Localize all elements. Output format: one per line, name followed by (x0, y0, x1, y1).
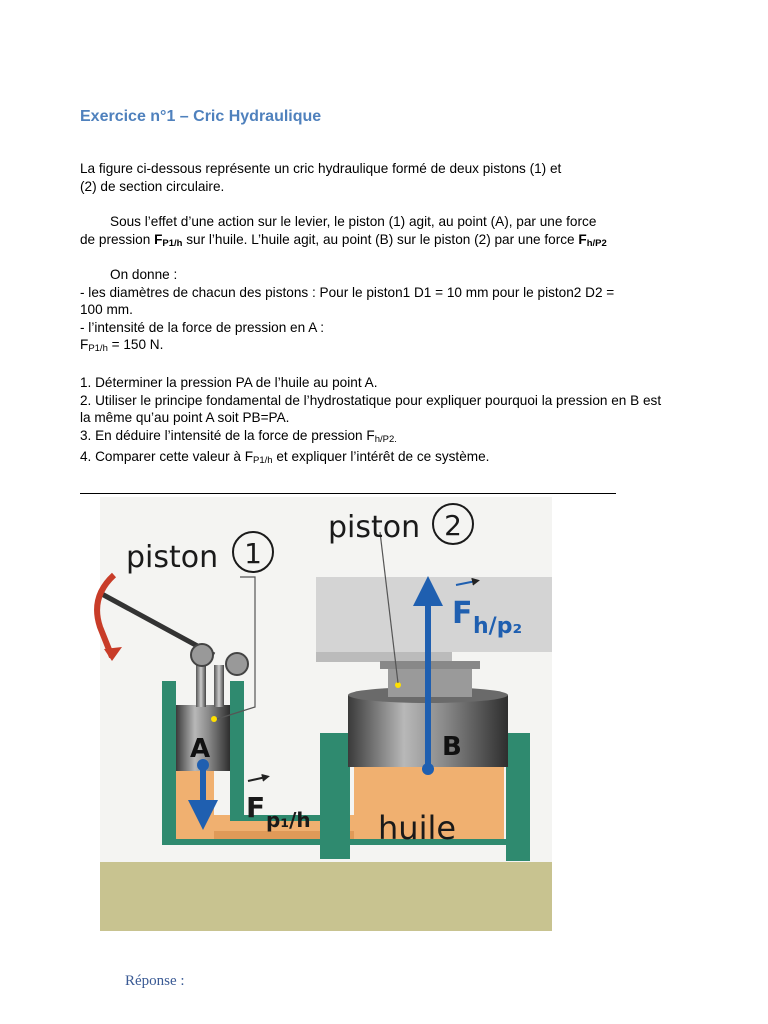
intro-paragraph: La figure ci-dessous représente un cric hydraulique formé de deux pistons (1) et (2) de section circulaire. (80, 161, 562, 194)
svg-text:F: F (452, 596, 473, 631)
force-f2-symbol: F (578, 231, 587, 247)
question-3: 3. En déduire l’intensité de la force de pression $F_{h/P2.}$ (80, 427, 397, 445)
question-1: 1. Déterminer la pression PA de l’huile au point A. (80, 375, 378, 390)
action-paragraph: Sous l’effet d’une action sur le levier, le piston (1) agit, au point (A), par une force de pression $F_{P1/h}$ sur l’huile. L’huile agit, au point (B) sur le piston (2) par une force $F_{h/P2}$ (80, 214, 607, 249)
piston-1-label: piston (126, 540, 219, 575)
point-b-label: B (442, 732, 462, 762)
point-a-label: A (190, 734, 211, 764)
svg-text:h/p₂: h/p₂ (473, 614, 523, 639)
hydraulic-jack-figure (80, 497, 552, 931)
svg-text:F: F (246, 791, 266, 824)
ground (100, 862, 552, 931)
svg-text:2: 2 (444, 509, 462, 542)
answer-label: Réponse : (125, 973, 185, 989)
force-a-value: $F_{P1/h} = 150$ N. (80, 337, 164, 354)
question-4: 4. Comparer cette valeur à $F_{P1/h}$ et expliquer l’intérêt de ce système. (80, 449, 490, 466)
oil-label: huile (378, 809, 457, 847)
separator-line (80, 493, 616, 494)
exercise-title: Exercice n°1 – Cric Hydraulique (80, 108, 322, 125)
questions-list (80, 374, 740, 470)
force-f1-symbol: F (154, 231, 163, 247)
cylinder-1-right-wall (230, 681, 244, 815)
question-2: 2. Utiliser le principe fondamental de l’hydrostatique pour expliquer pourquoi la pression en B est la même qu’au point A soit PB=PA. (80, 392, 662, 425)
given-paragraph: On donne : - les diamètres de chacun des pistons : Pour le piston1 D1 = 10 mm pour le piston2 D2 = 100 mm. - l’intensité de la force de pression en A : $F_{P1/h} = 150$ N. (80, 266, 740, 358)
svg-text:p₁/h: p₁/h (266, 808, 311, 832)
svg-text:1: 1 (244, 537, 262, 570)
piston-2-label: piston (328, 510, 421, 545)
cylinder-1-left-wall (162, 681, 176, 841)
